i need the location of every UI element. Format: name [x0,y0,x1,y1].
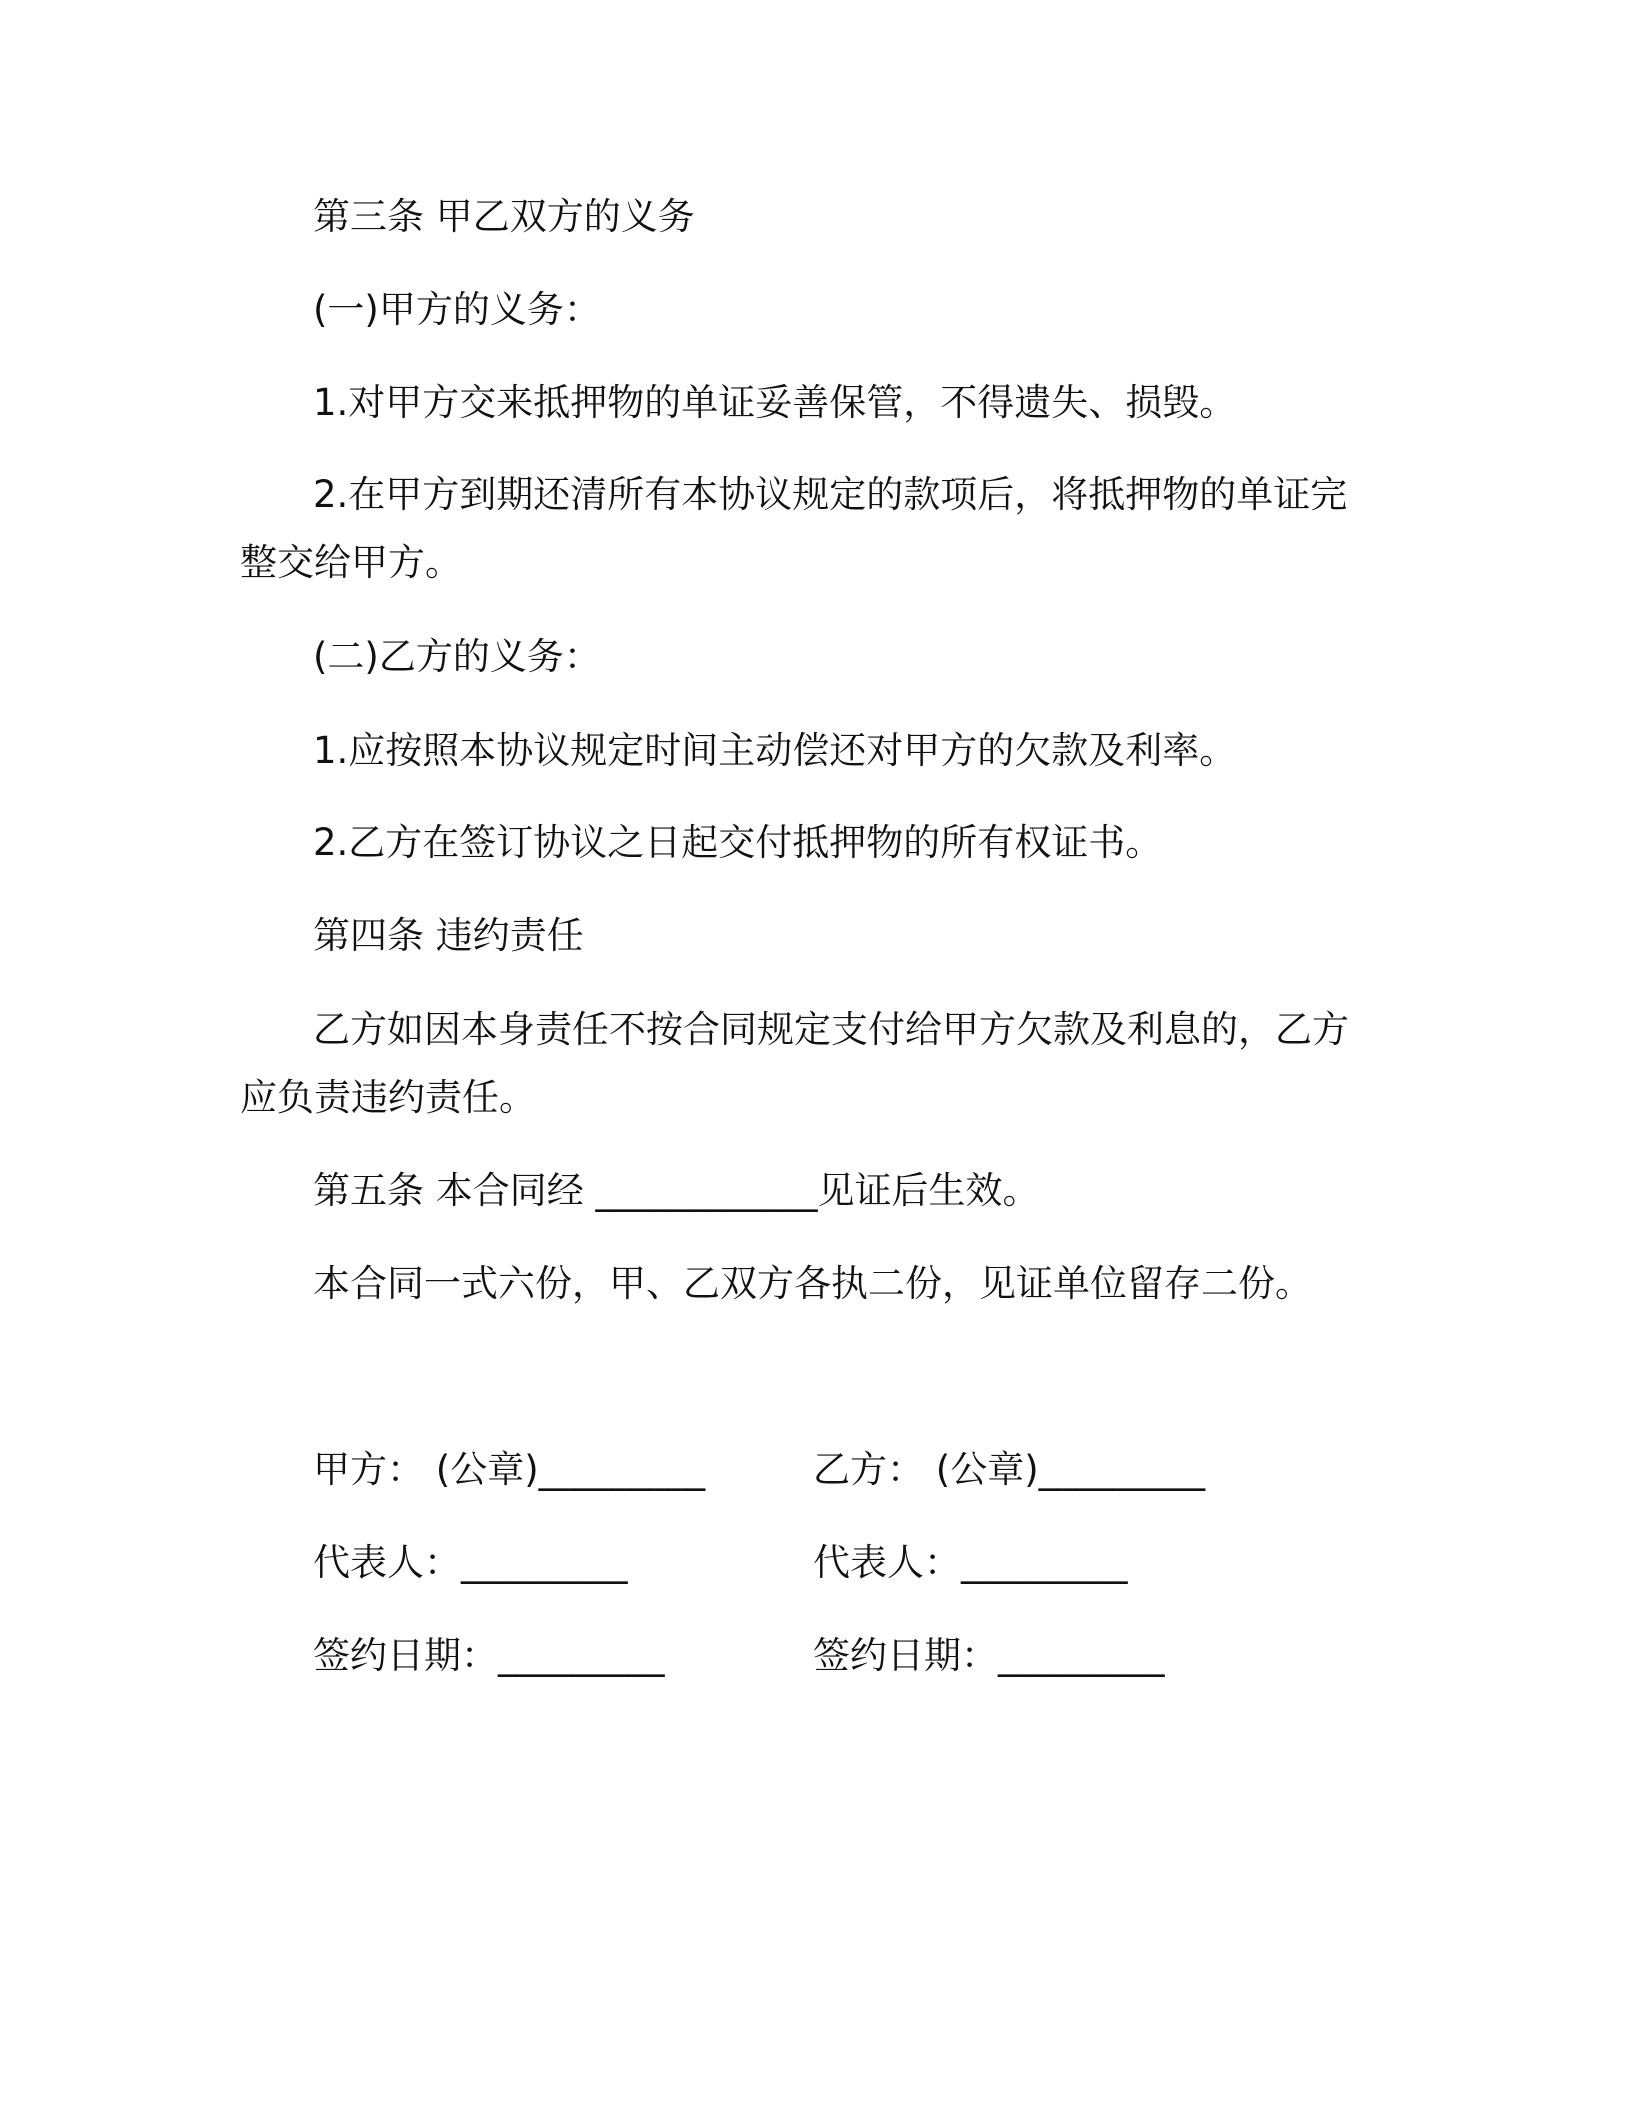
partyA-sign-date: 签约日期：_________ [313,1634,665,1677]
partyA-representative: 代表人：_________ [313,1541,628,1584]
partyB-sign-date: 签约日期：_________ [813,1634,1165,1677]
partyA-seal: 甲方： (公章)_________ [313,1448,706,1491]
article5-text: 第五条 本合同经 ____________见证后生效。 [313,1169,1040,1212]
article4-text-line2: 应负责违约责任。 [240,1076,536,1119]
partyA-duties-heading: (一)甲方的义务： [313,288,601,331]
partyB-duties-heading: (二)乙方的义务： [313,635,601,678]
article3-heading: 第三条 甲乙双方的义务 [313,195,695,238]
partyA-duty-2-line1: 2.在甲方到期还清所有本协议规定的款项后，将抵押物的单证完 [313,473,1348,516]
copies-text: 本合同一式六份，甲、乙双方各执二份，见证单位留存二份。 [313,1262,1312,1305]
partyB-seal: 乙方： (公章)_________ [813,1448,1206,1491]
partyB-duty-1: 1.应按照本协议规定时间主动偿还对甲方的欠款及利率。 [313,729,1237,772]
partyB-duty-2: 2.乙方在签订协议之日起交付抵押物的所有权证书。 [313,821,1163,864]
partyA-duty-1: 1.对甲方交来抵押物的单证妥善保管，不得遗失、损毁。 [313,381,1237,424]
partyA-duty-2-line2: 整交给甲方。 [240,541,462,584]
article4-text-line1: 乙方如因本身责任不按合同规定支付给甲方欠款及利息的，乙方 [313,1008,1349,1051]
partyB-representative: 代表人：_________ [813,1541,1128,1584]
article4-heading: 第四条 违约责任 [313,914,584,957]
